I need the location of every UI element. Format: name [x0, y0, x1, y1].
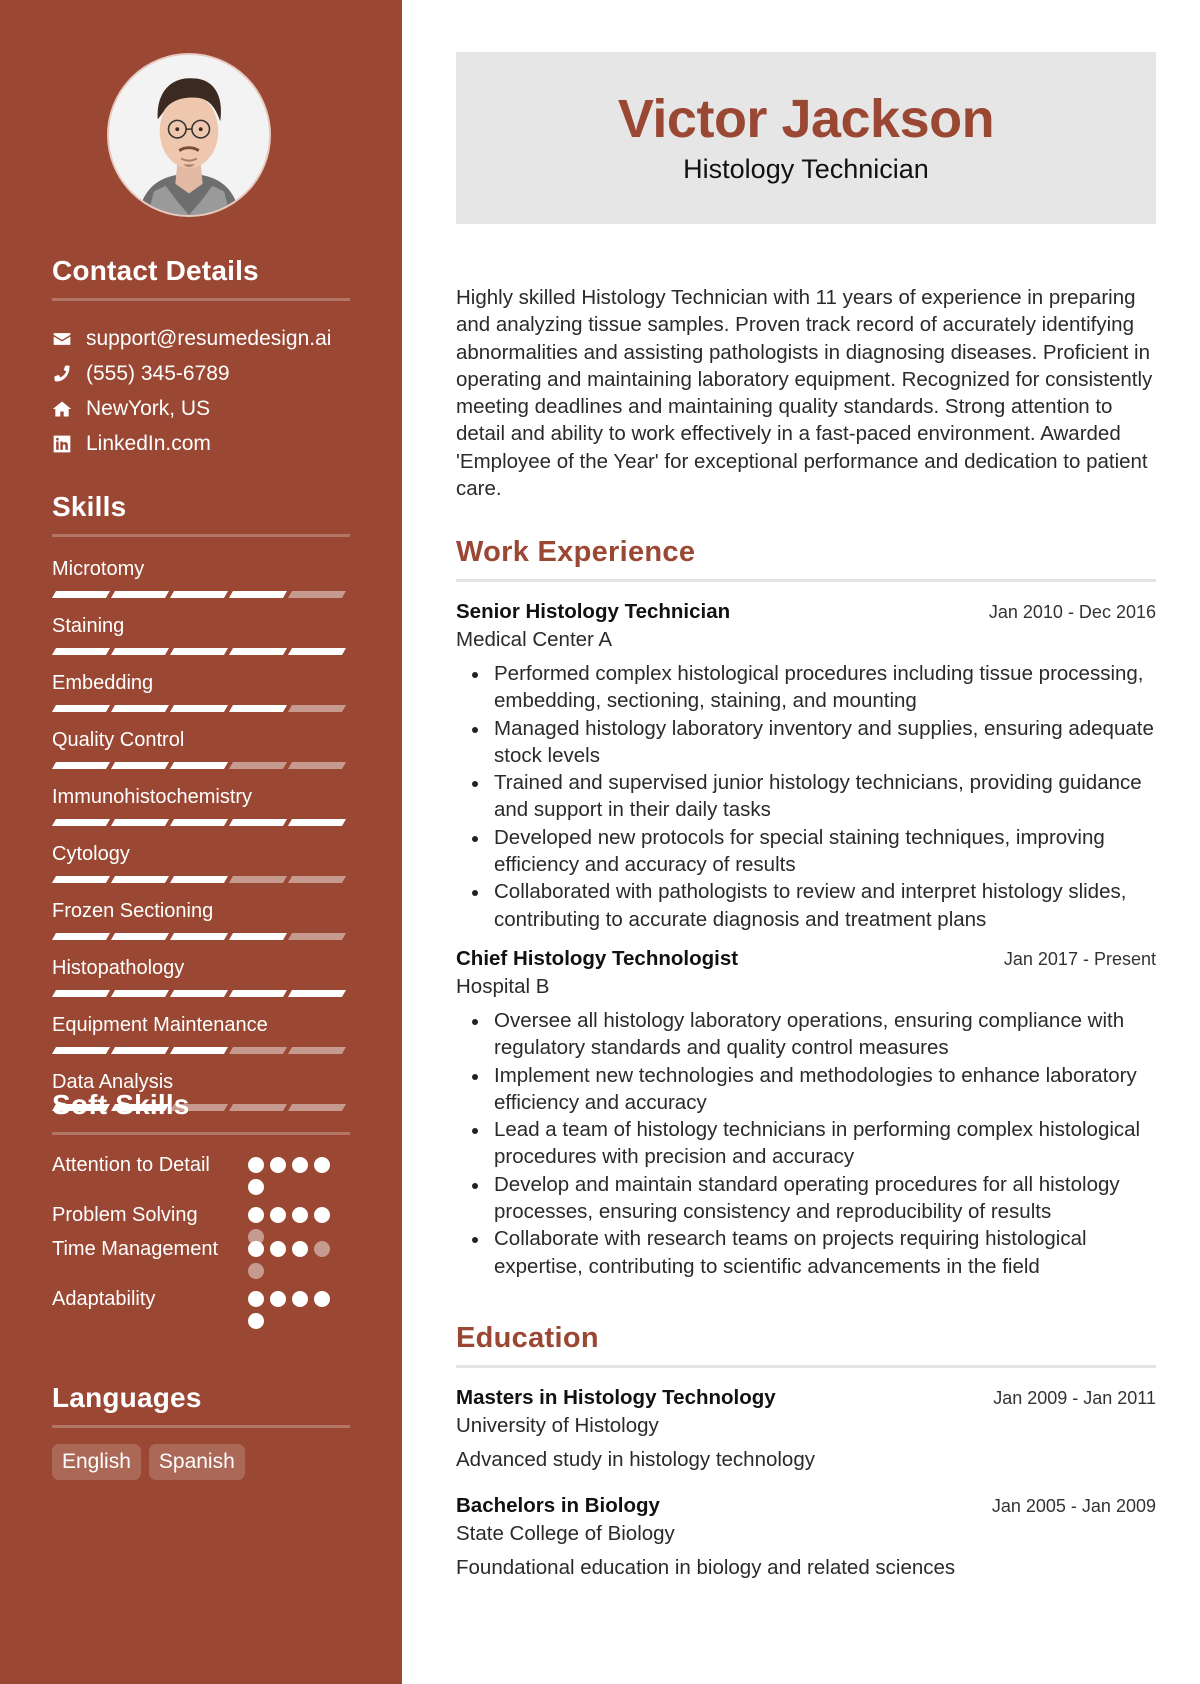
- divider: [456, 579, 1156, 582]
- rating-dot-icon: [270, 1207, 286, 1223]
- person-photo-icon: [109, 55, 269, 215]
- job-bullet: Performed complex histological procedures including tissue processing, embedding, sectioning, staining, and mounting: [456, 660, 1156, 715]
- job-bullet: Managed histology laboratory inventory and supplies, ensuring adequate stock levels: [456, 715, 1156, 770]
- skill-level-segment: [52, 990, 110, 997]
- soft-skill-name: Time Management: [52, 1238, 218, 1260]
- skill-level-segment: [288, 648, 346, 655]
- skill-level-segment: [288, 1047, 346, 1054]
- skill-level-segment: [229, 705, 287, 712]
- rating-dot-icon: [248, 1157, 264, 1173]
- skills-title: Skills: [52, 491, 127, 522]
- skill-level-segment: [111, 933, 169, 940]
- skill-level-segment: [288, 591, 346, 598]
- skill-level-bar: [52, 705, 350, 713]
- soft-skill-rating: [248, 1151, 338, 1195]
- skill-name: Equipment Maintenance: [52, 1014, 268, 1036]
- rating-dot-icon: [270, 1241, 286, 1257]
- skill-level-segment: [170, 705, 228, 712]
- skill-level-segment: [170, 990, 228, 997]
- sidebar: [0, 0, 402, 1684]
- skill-name: Immunohistochemistry: [52, 786, 253, 808]
- skill-level-segment: [52, 648, 110, 655]
- candidate-name: Victor Jackson: [617, 89, 995, 149]
- skill-name: Data Analysis: [52, 1071, 174, 1093]
- skill-level-segment: [52, 762, 110, 769]
- skill-level-segment: [288, 819, 346, 826]
- soft-skill-name: Attention to Detail: [52, 1154, 210, 1176]
- skill-level-segment: [111, 648, 169, 655]
- contact-location-text: NewYork, US: [86, 396, 211, 420]
- linkedin-icon: [52, 434, 86, 454]
- skills-section: [52, 490, 350, 1125]
- job-entry: [456, 945, 1156, 1280]
- job-bullet: Collaborate with research teams on projects requiring histological expertise, contributing to scientific advancements in the field: [456, 1225, 1156, 1280]
- soft-skill-rating: [248, 1235, 338, 1279]
- job-date: Jan 2010 - Dec 2016: [988, 602, 1156, 622]
- school-name: University of Histology: [456, 1414, 659, 1437]
- skill-level-segment: [229, 990, 287, 997]
- skill-level-bar: [52, 762, 350, 770]
- skill-level-segment: [52, 591, 110, 598]
- skill-level-segment: [170, 648, 228, 655]
- rating-dot-icon: [292, 1207, 308, 1223]
- skill-item: [52, 1011, 350, 1055]
- rating-dot-icon: [248, 1207, 264, 1223]
- soft-skill-name: Problem Solving: [52, 1204, 198, 1226]
- job-company: Hospital B: [456, 974, 550, 998]
- envelope-icon: [52, 329, 86, 349]
- skill-level-segment: [52, 705, 110, 712]
- skill-level-segment: [229, 933, 287, 940]
- skill-level-segment: [288, 933, 346, 940]
- work-experience-title: Work Experience: [456, 536, 696, 568]
- job-title: Chief Histology Technologist: [456, 946, 739, 970]
- skill-level-segment: [288, 990, 346, 997]
- skill-name: Frozen Sectioning: [52, 900, 214, 922]
- skill-level-segment: [229, 591, 287, 598]
- skill-level-segment: [229, 819, 287, 826]
- skill-level-segment: [229, 762, 287, 769]
- contact-phone-text: (555) 345-6789: [86, 361, 230, 385]
- skill-level-segment: [170, 876, 228, 883]
- soft-skill-item: [52, 1235, 350, 1279]
- rating-dot-icon: [314, 1207, 330, 1223]
- skill-level-segment: [170, 933, 228, 940]
- skill-level-segment: [170, 1047, 228, 1054]
- skill-name: Microtomy: [52, 558, 145, 580]
- skill-level-segment: [170, 591, 228, 598]
- divider: [52, 298, 350, 301]
- skill-name: Histopathology: [52, 957, 185, 979]
- soft-skill-item: [52, 1151, 350, 1195]
- skill-level-segment: [111, 591, 169, 598]
- languages-title: Languages: [52, 1382, 202, 1413]
- skill-item: [52, 897, 350, 941]
- education-section: [456, 1320, 1156, 1582]
- contact-linkedin[interactable]: [52, 426, 350, 461]
- skill-level-segment: [288, 876, 346, 883]
- contact-section: [52, 254, 350, 461]
- language-chip: Spanish: [149, 1444, 245, 1480]
- skill-level-segment: [52, 933, 110, 940]
- degree-title: Bachelors in Biology: [456, 1494, 660, 1517]
- skill-level-segment: [52, 1047, 110, 1054]
- skill-level-bar: [52, 933, 350, 941]
- skill-item: [52, 954, 350, 998]
- skill-level-bar: [52, 1047, 350, 1055]
- skill-item: [52, 612, 350, 656]
- contact-phone[interactable]: [52, 356, 350, 391]
- rating-dot-icon: [248, 1241, 264, 1257]
- job-bullet: Developed new protocols for special staining techniques, improving efficiency and accuracy of results: [456, 824, 1156, 879]
- job-bullet: Trained and supervised junior histology technicians, providing guidance and support in their daily tasks: [456, 769, 1156, 824]
- contact-email[interactable]: [52, 321, 350, 356]
- education-date: Jan 2005 - Jan 2009: [991, 1496, 1156, 1516]
- job-title: Senior Histology Technician: [456, 600, 731, 623]
- skill-level-segment: [52, 876, 110, 883]
- rating-dot-icon: [270, 1291, 286, 1307]
- work-experience-section: [456, 534, 1156, 1280]
- skill-level-segment: [111, 876, 169, 883]
- job-date: Jan 2017 - Present: [1003, 948, 1156, 969]
- divider: [52, 1425, 350, 1428]
- soft-skill-rating: [248, 1201, 338, 1223]
- job-company: Medical Center A: [456, 628, 613, 651]
- skill-level-segment: [52, 819, 110, 826]
- skill-name: Embedding: [52, 672, 154, 694]
- education-description: Foundational education in biology and related sciences: [456, 1556, 956, 1579]
- skill-item: [52, 726, 350, 770]
- job-bullet: Collaborated with pathologists to review and interpret histology slides, contributing to accurate diagnosis and treatment plans: [456, 878, 1156, 933]
- skill-level-segment: [229, 1047, 287, 1054]
- phone-icon: [52, 364, 86, 384]
- skill-item: [52, 669, 350, 713]
- education-entry: [456, 1384, 1156, 1474]
- contact-title: Contact Details: [52, 255, 259, 286]
- soft-skill-item: [52, 1285, 350, 1329]
- rating-dot-icon: [292, 1157, 308, 1173]
- education-description: Advanced study in histology technology: [456, 1448, 815, 1471]
- school-name: State College of Biology: [456, 1522, 675, 1545]
- skill-level-bar: [52, 591, 350, 599]
- skill-level-segment: [170, 819, 228, 826]
- languages-section: [52, 1381, 350, 1480]
- skill-item: [52, 783, 350, 827]
- skill-name: Quality Control: [52, 729, 185, 751]
- rating-dot-icon: [248, 1291, 264, 1307]
- soft-skill-item: [52, 1201, 350, 1229]
- skill-level-segment: [170, 762, 228, 769]
- education-entry: [456, 1492, 1156, 1582]
- skill-level-segment: [111, 819, 169, 826]
- skill-level-segment: [229, 648, 287, 655]
- rating-dot-icon: [314, 1291, 330, 1307]
- job-bullet: Oversee all histology laboratory operations, ensuring compliance with regulatory standards and quality control measures: [456, 1007, 1156, 1062]
- job-bullet: Develop and maintain standard operating procedures for all histology processes, ensuring consistency and reproducibility of results: [456, 1171, 1156, 1226]
- divider: [52, 534, 350, 537]
- divider: [52, 1132, 350, 1135]
- job-bullet: Lead a team of histology technicians in performing complex histological procedures with precision and accuracy: [456, 1116, 1156, 1171]
- skill-item: [52, 555, 350, 599]
- skill-name: Cytology: [52, 843, 130, 865]
- skill-level-bar: [52, 876, 350, 884]
- rating-dot-icon: [314, 1241, 330, 1257]
- home-icon: [52, 399, 86, 419]
- soft-skill-name: Adaptability: [52, 1288, 156, 1310]
- rating-dot-icon: [270, 1157, 286, 1173]
- education-title: Education: [456, 1322, 599, 1354]
- skill-level-bar: [52, 648, 350, 656]
- profile-photo: [107, 53, 271, 217]
- divider: [456, 1365, 1156, 1368]
- rating-dot-icon: [292, 1291, 308, 1307]
- rating-dot-icon: [248, 1263, 264, 1279]
- profile-summary: Highly skilled Histology Technician with 11 years of experience in preparing and analyzing tissue samples. Proven track record of accurately identifying abnormalities and assisting pathologists in diagnosing diseases. Proficient in operating and maintaining laboratory equipment. Recognized for consistently meeting deadlines and maintaining quality standards. Strong attention to detail and ability to work effectively in a fast-paced environment. Awarded 'Employee of the Year' for exceptional performance and dedication to patient care.: [456, 286, 1153, 501]
- rating-dot-icon: [248, 1313, 264, 1329]
- contact-email-text: support@resumedesign.ai: [86, 326, 332, 350]
- skill-level-segment: [111, 1047, 169, 1054]
- rating-dot-icon: [314, 1157, 330, 1173]
- rating-dot-icon: [292, 1241, 308, 1257]
- skill-name: Staining: [52, 615, 125, 637]
- skill-level-segment: [111, 705, 169, 712]
- skill-level-segment: [111, 762, 169, 769]
- name-header: [456, 52, 1156, 224]
- soft-skills-title: Soft Skills: [52, 1089, 190, 1120]
- contact-linkedin-text: LinkedIn.com: [86, 431, 211, 455]
- job-bullet: Implement new technologies and methodologies to enhance laboratory efficiency and accuracy: [456, 1062, 1156, 1117]
- skill-item: [52, 840, 350, 884]
- job-entry: [456, 598, 1156, 933]
- skill-level-bar: [52, 819, 350, 827]
- soft-skills-section: [52, 1088, 350, 1339]
- language-chip: English: [52, 1444, 141, 1480]
- soft-skill-rating: [248, 1285, 338, 1329]
- degree-title: Masters in Histology Technology: [456, 1386, 776, 1409]
- skill-level-segment: [288, 762, 346, 769]
- education-date: Jan 2009 - Jan 2011: [993, 1388, 1156, 1408]
- rating-dot-icon: [248, 1179, 264, 1195]
- contact-location: [52, 391, 350, 426]
- candidate-role: Histology Technician: [683, 154, 929, 184]
- skill-level-bar: [52, 990, 350, 998]
- skill-level-segment: [229, 876, 287, 883]
- skill-level-segment: [288, 705, 346, 712]
- skill-level-segment: [111, 990, 169, 997]
